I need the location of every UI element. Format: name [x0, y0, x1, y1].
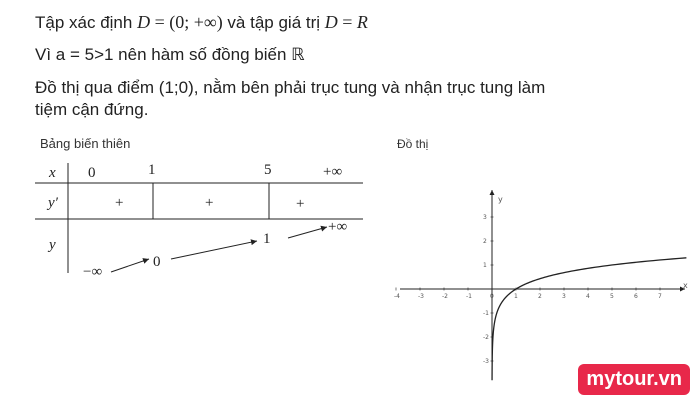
variation-table-caption: Bảng biến thiên — [40, 136, 131, 151]
y-tick-label: 1 — [483, 262, 487, 269]
domain-value: = (0; +∞) — [150, 12, 223, 32]
x-tick-label: -3 — [418, 293, 424, 300]
y-tick-label: 2 — [483, 238, 487, 245]
graph-caption: Đồ thị — [397, 137, 429, 151]
domain-range-line — [35, 12, 368, 33]
y-value-0: 0 — [153, 254, 161, 270]
y-value-pos-inf: +∞ — [328, 219, 348, 235]
variation-arrow-2 — [171, 241, 257, 259]
x-tick-label: -2 — [442, 293, 448, 300]
x-value-5: 5 — [264, 162, 272, 178]
x-axis-label: x — [683, 281, 688, 290]
variation-arrow-1 — [111, 259, 149, 272]
x-tick-label: 4 — [586, 293, 590, 300]
variation-arrow-3 — [288, 227, 327, 238]
row-label-x: x — [49, 165, 56, 181]
line1-prefix: Tập xác định — [35, 13, 133, 32]
brand-logo: mytour.vn — [578, 364, 690, 395]
range-var: D — [324, 12, 338, 32]
y-value-neg-inf: −∞ — [83, 264, 103, 280]
sign-1: + — [115, 195, 124, 211]
graph-desc-line-2: tiệm cận đứng. — [35, 100, 149, 119]
y-tick-label: 3 — [483, 214, 487, 221]
function-graph — [395, 185, 690, 385]
x-tick-label: 3 — [562, 293, 566, 300]
variation-table — [35, 155, 365, 290]
row-label-yprime: y′ — [48, 195, 58, 211]
x-value-1: 1 — [148, 162, 156, 178]
y-axis-label: y — [498, 195, 503, 204]
y-tick-label: -2 — [483, 334, 489, 341]
graph-desc-line-1: Đồ thị qua điểm (1;0), nằm bên phải trục tung và nhận trục tung làm — [35, 78, 546, 97]
x-tick-label: 7 — [658, 293, 662, 300]
x-value-0: 0 — [88, 165, 96, 181]
y-tick-label: -1 — [483, 310, 489, 317]
x-tick-label: 1 — [514, 293, 518, 300]
x-tick-label: -1 — [466, 293, 472, 300]
row-label-y: y — [49, 237, 56, 253]
y-value-1: 1 — [263, 231, 271, 247]
range-value: R — [356, 12, 368, 32]
x-value-inf: +∞ — [323, 164, 343, 180]
x-tick-label: 2 — [538, 293, 542, 300]
x-tick-label: -4 — [394, 293, 400, 300]
monotonic-line: Vì a = 5>1 nên hàm số đồng biến ℝ — [35, 45, 305, 64]
y-axis-arrowhead — [490, 190, 495, 195]
x-tick-label: 0 — [490, 293, 494, 300]
graph-axes — [400, 190, 685, 380]
x-tick-label: 5 — [610, 293, 614, 300]
range-eq: = — [337, 12, 357, 32]
log-curve — [492, 258, 686, 380]
line1-middle: và tập giá trị — [222, 13, 325, 32]
domain-var: D — [137, 12, 151, 32]
sign-3: + — [296, 196, 305, 212]
x-tick-label: 6 — [634, 293, 638, 300]
y-tick-label: -3 — [483, 358, 489, 365]
sign-2: + — [205, 195, 214, 211]
